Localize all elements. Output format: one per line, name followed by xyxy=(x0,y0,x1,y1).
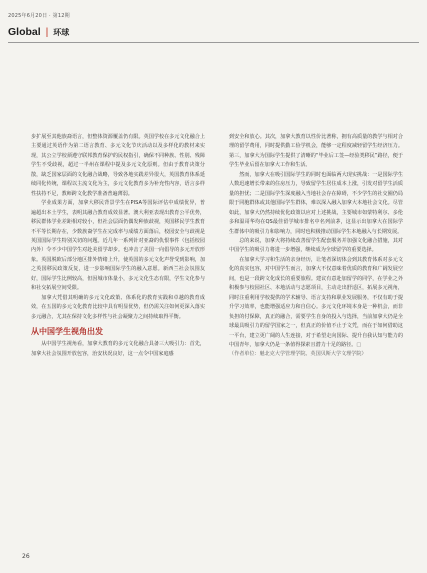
left-paragraph-1: 步扩展至其他族裔语言，但整体资源覆盖仍有限。英国学校在多元文化融合上主要通过英语作为第二语言教育、多元文化节庆活动以及多样化的教材来实现，其公立学校须遵守联邦教育保护的民权指引，确保不同种族、性别、残障学生不受歧视，超过一半州在课程中提及多元文化原则。但由于教育决策分散，缺乏国家层面的文化融合战略，导致各地实践差异很大，英国教育体系延续同化传统，课程以主流文化为主，多元文化教育多为补充性内容，语言多样性扶持不足，教师跨文化教学准备普遍薄弱。 xyxy=(31,134,205,197)
left-paragraph-2: 学业成果方面，加拿大移民背景学生在PISA等国际评估中成绩优异，普遍超出本土学生，表明其融合教育成效显著。澳大利亚表现出教育公平优势，移民群体学业差距相对较小，但社会层面仍偶发种族歧视，英国移民学生教育不平等长期存在，少数族裔学生在完成率与成绩方面落后，校园安全与歧视是英国国际学生特别关切的问题。近几年一系列针对亚裔的仇恨事件（包括校园内外）令不少中国学生对赴美留学却步。也冲击了美国一向倡导的多元开放形象。英国脱欧后部分地区排外情绪上升，使英国的多元文化声誉受到影响，加之英国移民政策反复，进一步影响国际学生的融入意愿。新西兰社会氛围友好，国际学生比例较高，但因城市体量小，多元文化生态有限，学生文化参与和社交拓展空间受限。 xyxy=(31,200,205,292)
header-rule xyxy=(8,42,419,43)
section-header xyxy=(8,26,69,38)
left-column xyxy=(31,133,205,359)
subheading: 从中国学生视角出发 xyxy=(31,327,103,337)
right-paragraph-4-text: 在加拿大学习和生活的亲身经历，让笔者深切体会到其教育体系对多元文化的真实包容，对中国学生而言，加拿大不仅意味着优质的教育和广阔发展空间，也是一段跨文化成长的重要旅程。建议有意赴加留学的同学，在学业之外积极参与校园社区、本地活动与志愿项目，主动走出舒适区，拓展多元视角，同时注重利用学校提供的学术辅导、语言支持和职业发展服务，不仅有助于提升学习效率，也能增强适应力和自信心。多元文化环境本身是一种机会，而非负担的付保障，真正的融合，需要学生自身的投入与选择，当前加拿大仍是全球最具吸引力的留学国家之一，但真正的价值不止于文凭，而在于如何借助这一平台，建立更广阔的人生连接，对于希望走向国际、提升自我认知与能力的中国青年，加拿大仍是一条值得探索且潜力十足的路径。 xyxy=(229,256,403,348)
right-column xyxy=(229,133,403,360)
end-mark: □ xyxy=(356,341,362,348)
right-paragraph-1: 到安全和放心。其次，加拿大教育以性价比著称，拥有高质量的教学与相对合理的留学费用，同时提供勤工俭学机会，能够一定程度减轻留学生经济压力。第三，加拿大为国际学生提供了清晰的“毕业后工签—经验类移民”路径，便于学生毕业后留在加拿大工作和生活。 xyxy=(229,134,403,169)
section-title-cn: 环球 xyxy=(53,28,70,37)
issue-date: 2025年6月20日 · 第12期 xyxy=(8,13,70,19)
section-title-en: Global xyxy=(8,26,41,38)
author-note: （作者单位：魁北克大学管理学院、英国贝斯大学文理学院） xyxy=(229,351,367,358)
left-paragraph-3: 加拿大凭借其明确的多元文化政策、体系化的教育实践和卓越的教育成效，在五国的多元文化教育比较中具有明显优势，但仍需关注如何更深入落实多元融合，尤其在保持文化多样性与社会凝聚力之间持续取得平衡。 xyxy=(31,294,205,320)
right-paragraph-4 xyxy=(229,256,403,351)
left-paragraph-4: 从中国学生视角看，加拿大教育的多元文化融合具备三大吸引力：首先，加拿大社会氛围开放包容，治安状况良好，这一点令中国家庭感 xyxy=(31,341,205,357)
right-paragraph-2: 然而，加拿大在吸引国际学生的同时也面临两大现实挑战：一是国际学生人数迅速增长带来的住房压力，导致留学生居住成本上涨，引发对留学生活质量的担忧；二是国际学生深度融入当地社会存在障碍，不少学生的社交圈仍局限于同胞群体或其他国际学生群体，难以深入融入加拿大本地社会文化。尽管如此，加拿大仍然持续优化政策以应对上述挑战，主要城市如蒙特利尔、多伦多和温哥华均在QS最佳留学城市排名中名列前茅，这显示出加拿大在国际学生群体中的吸引力和影响力，同时也积极推动国际学生本地融入与长期发展。 xyxy=(229,171,403,235)
section-separator: | xyxy=(45,26,49,38)
right-paragraph-3: 总的来说，加拿大将持续改善留学生配套服务并加强文化融合措施，其对中国学生的吸引力将进一步增强，继续成为全球留学的重要选择。 xyxy=(229,237,403,254)
page-number: 26 xyxy=(22,553,30,560)
